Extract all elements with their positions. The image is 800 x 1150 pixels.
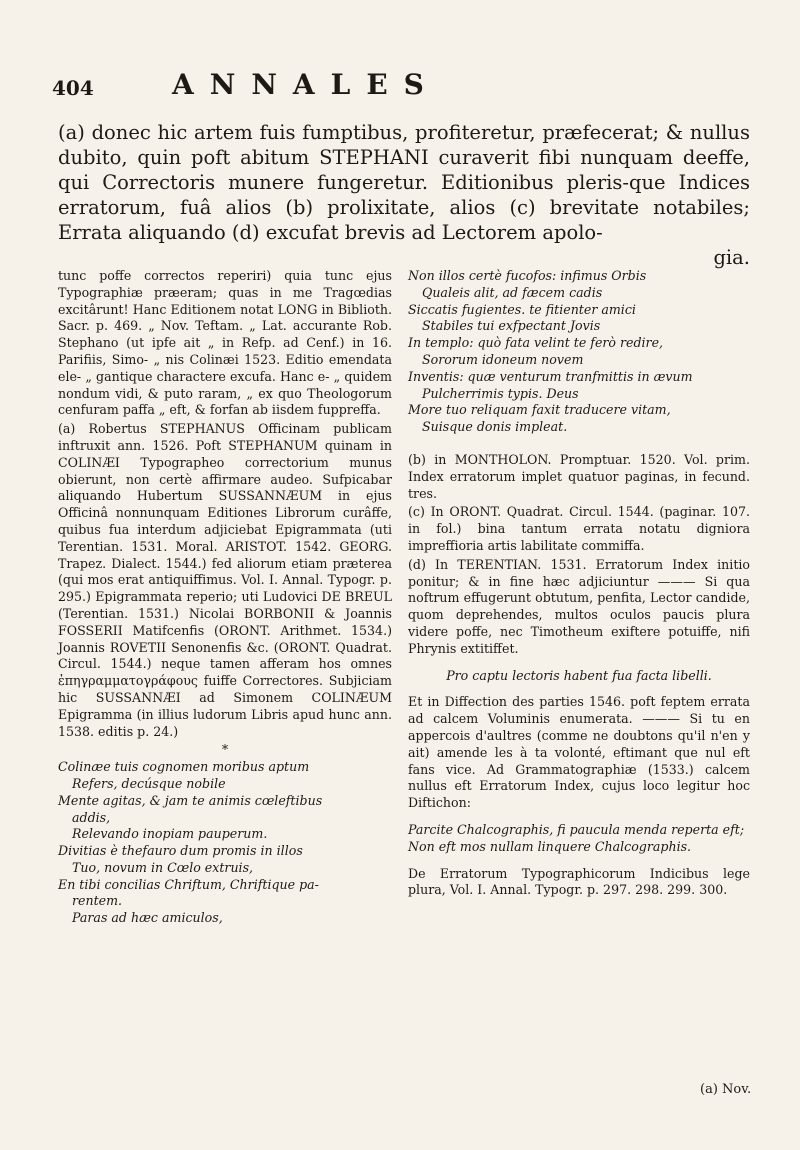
distich-line: Non eft mos nullam linquere Chalcographis. bbox=[408, 838, 692, 854]
poem-line: More tuo reliquam faxit traducere vitam, bbox=[408, 402, 671, 418]
running-head: ANNALES bbox=[172, 68, 440, 101]
epigram-poem-continued bbox=[408, 268, 750, 436]
poem-line: Stabiles tui exfpectant Jovis bbox=[422, 318, 601, 334]
asterisk-mark: * bbox=[221, 742, 229, 758]
motto: Pro captu lectoris habent fua facta libelli. bbox=[446, 667, 712, 683]
page-number: 404 bbox=[52, 76, 94, 100]
poem-line: Inventis: quæ venturum tranfmittis in ævum bbox=[408, 368, 693, 384]
poem-line: Relevando inopiam pauperum. bbox=[72, 826, 268, 842]
poem-line: En tibi concilias Chriftum, Chriftique pa- bbox=[58, 876, 319, 892]
note-f: De Erratorum Typographicorum Indicibus lege plura, Vol. I. Annal. Typogr. p. 297. 298. 299. 300. bbox=[408, 865, 750, 898]
intro-text: (a) donec hic artem fuis fumptibus, profiteretur, præfecerat; & nullus dubito, quin poft abitum STEPHANI curaverit fibi nunquam deeffe, qui Correctoris munere fungeretur. Editionibus pleris-que Indices erratorum, fuâ alios (b) prolixitate, alios (c) brevitate notabiles; Errata aliquando (d) excufat brevis ad Lectorem apolo- bbox=[58, 121, 750, 244]
poem-line: Paras ad hæc amiculos, bbox=[72, 910, 223, 926]
note-a: (a) Robertus STEPHANUS Officinam publicam inftruxit ann. 1526. Poft STEPHANUM quinam in COLINÆI Typographeo correctorium munus obierunt, non certè affirmare audeo. Sufpicabar aliquando Hubertum SUSSANNÆUM in ejus Officinâ nonnunquam Editiones Librorum curâffe, quibus fua interdum adjiciebat Epigrammata (uti Terentian. 1531. Moral. ARISTOT. 1542. GEORG. Trapez. Dialect. 1544.) fed aliorum etiam præterea (qui mos erat antiquiffimus. Vol. I. Annal. Typogr. p. 295.) Epigrammata reperio; uti Ludovici DE BREUL (Terentian. 1531.) Nicolai BORBONII & Joannis FOSSERII Matifcenfis (ORONT. Arithmet. 1534.) Joannis ROVETII Senonenfis &c. (ORONT. Quadrat. Circul. 1544.) neque tamen afferam hos omnes ἐπηγραμματογράφους fuiffe Correctores. Subjiciam hic SUSSANNÆI ad Simonem COLINÆUM Epigramma (in illius ludorum Libris apud hunc ann. 1538. editis p. 24.) bbox=[58, 421, 392, 739]
poem-line: Qualeis alit, ad fæcem cadis bbox=[422, 284, 603, 300]
poem-line: Suisque donis impleat. bbox=[422, 419, 568, 435]
poem-line: Tuo, novum in Cœlo extruis, bbox=[72, 859, 254, 875]
poem-line: Refers, decúsque nobile bbox=[72, 775, 226, 791]
note-d: (d) In TERENTIAN. 1531. Erratorum Index initio ponitur; & in fine hæc adjiciuntur ——— Si qua noftrum effugerunt obtutum, penfita, Lector candide, quom deprehendes, multos oculos paucis plura videre poffe, nec Timotheum exiftere potuiffe, nifi Phrynis extitiffet. bbox=[408, 556, 750, 656]
poem-line: Mente agitas, & jam te animis cœleftibus bbox=[58, 792, 323, 808]
poem-line: Pulcherrimis typis. Deus bbox=[422, 385, 579, 401]
note-c: (c) In ORONT. Quadrat. Circul. 1544. (paginar. 107. in fol.) bina tantum errata notatu digniora impreffioria artis labilitate commiffa. bbox=[408, 504, 750, 553]
left-column bbox=[58, 268, 392, 927]
poem-line: In templo: quò fata velint te ferò redire, bbox=[408, 335, 664, 351]
epigram-poem bbox=[58, 759, 392, 927]
poem-line: Siccatis fugientes. te fitienter amici bbox=[408, 301, 636, 317]
poem-line: addis, bbox=[72, 809, 111, 825]
page-header bbox=[52, 68, 752, 108]
footer-catchword: (a) Nov. bbox=[700, 1082, 752, 1097]
distich bbox=[408, 822, 750, 856]
note-text: tunc poffe correctos reperiri) quia tunc ejus Typographiæ præeram; quas in me Tragœdias excitârunt! Hanc Editionem notat LONG in Biblioth. Sacr. p. 469. „ Nov. Teftam. „ Lat. accurante Rob. Stephano (ut ipfe ait „ in Refp. ad Cenf.) in 16. Parifiis, Simo- „ nis Colinæi 1523. Editio emendata ele- „ gantique charactere excufa. Hanc e- „ quidem nondum vidi, & puto raram, „ ex quo Theologorum cenfuram paffa „ eft, & forfan ab iisdem fuppreffa. bbox=[58, 268, 392, 418]
note-e: Et in Diffection des parties 1546. poft feptem errata ad calcem Voluminis enumerata. ——— Si tu en appercois d'aultres (comme ne doubtons qu'il n'en y ait) amende les à ta volonté, eftimant que nul eft fans vice. Ad Grammatographiæ (1533.) calcem nullus eft Erratorum Index, cujus loco legitur hoc Diftichon: bbox=[408, 694, 750, 811]
poem-line: rentem. bbox=[72, 893, 123, 909]
poem-line: Non illos certè fucofos: infimus Orbis bbox=[408, 268, 647, 283]
right-column bbox=[408, 268, 750, 899]
poem-line: Divitias è thefauro dum promis in illos bbox=[58, 843, 303, 859]
note-b: (b) in MONTHOLON. Promptuar. 1520. Vol. prim. Index erratorum implet quatuor paginas, in fecund. tres. bbox=[408, 451, 750, 501]
distich-line: Parcite Chalcographis, fi paucula menda reperta eft; bbox=[408, 821, 745, 837]
intro-paragraph bbox=[58, 120, 750, 270]
intro-catchword: gia. bbox=[713, 246, 750, 269]
poem-line: Colinæe tuis cognomen moribus aptum bbox=[58, 759, 310, 775]
poem-line: Sororum idoneum novem bbox=[422, 351, 584, 367]
